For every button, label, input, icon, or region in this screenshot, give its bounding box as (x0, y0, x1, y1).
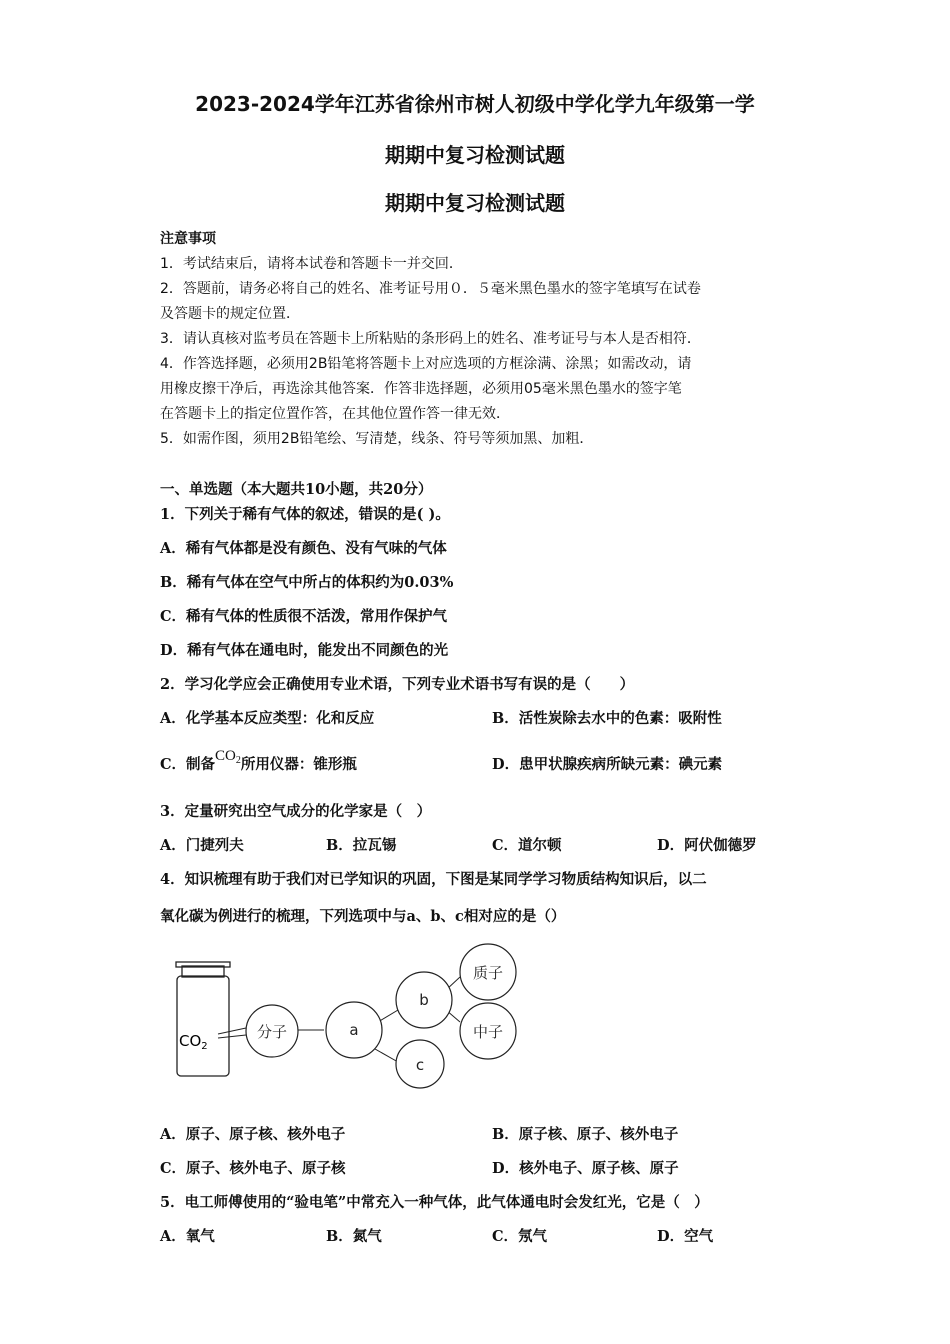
page-title-line3: 期期中复习检测试题 (385, 191, 565, 215)
notice-item: 及答题卡的规定位置． (160, 306, 300, 322)
question-3-option-b: B．拉瓦锡 (326, 837, 397, 854)
page-title-line2: 期期中复习检测试题 (385, 143, 565, 167)
question-2-option-c: C．制备$CO_2$所用仪器：锥形瓶 (160, 748, 357, 773)
bottle-body (177, 976, 229, 1076)
question-5-option-d: D．空气 (657, 1228, 714, 1245)
structure-diagram (170, 942, 530, 1092)
notice-item: 2．答题前，请务必将自己的姓名、准考证号用０．５毫米黑色墨水的签字笔填写在试卷 (160, 281, 701, 297)
notice-item: 4．作答选择题，必须用2B铅笔将答题卡上对应选项的方框涂满、涂黑；如需改动，请 (160, 356, 692, 372)
question-2-option-d: D．患甲状腺疾病所缺元素：碘元素 (492, 756, 723, 773)
bottle-label: $CO_2$ (179, 1032, 208, 1052)
notice-item: 在答题卡上的指定位置作答，在其他位置作答一律无效． (160, 406, 510, 422)
question-4-stem-line2: 氧化碳为例进行的梳理，下列选项中与a、b、c相对应的是（） (160, 908, 566, 925)
co2-formula: $CO_2$ (215, 748, 241, 766)
label-a: a (349, 1021, 359, 1039)
question-1-option-a: A．稀有气体都是没有颜色、没有气味的气体 (160, 540, 447, 557)
label-c: c (415, 1056, 425, 1074)
question-5-option-c: C．氖气 (492, 1228, 548, 1245)
question-1-stem: 1．下列关于稀有气体的叙述，错误的是( )。 (160, 506, 450, 523)
bottle-neck (182, 966, 224, 977)
question-2-option-a: A．化学基本反应类型：化和反应 (160, 710, 375, 727)
question-5-stem: 5．电工师傅使用的“验电笔”中常充入一种气体，此气体通电时会发红光，它是（ ） (160, 1194, 709, 1211)
label-b: b (419, 991, 429, 1009)
question-4-stem-line1: 4．知识梳理有助于我们对已学知识的巩固，下图是某同学学习物质结构知识后，以二 (160, 871, 707, 888)
question-5-option-b: B．氮气 (326, 1228, 382, 1245)
label-proton: 质子 (472, 964, 504, 982)
notice-item: 5．如需作图，须用2B铅笔绘、写清楚，线条、符号等须加黑、加粗． (160, 431, 594, 447)
section-heading: 一、单选题（本大题共10小题，共20分） (160, 481, 433, 498)
notice-item: 用橡皮擦干净后，再选涂其他答案．作答非选择题，必须用05毫米黑色墨水的签字笔 (160, 381, 682, 397)
question-2-stem: 2．学习化学应会正确使用专业术语，下列专业术语书写有误的是（ ） (160, 676, 635, 693)
notice-item: 3．请认真核对监考员在答题卡上所粘贴的条形码上的姓名、准考证号与本人是否相符． (160, 331, 701, 347)
question-3-option-d: D．阿伏伽德罗 (657, 837, 757, 854)
question-5-option-a: A．氧气 (160, 1228, 215, 1245)
question-2-option-b: B．活性炭除去水中的色素：吸附性 (492, 710, 722, 727)
question-4-option-d: D．核外电子、原子核、原子 (492, 1160, 679, 1177)
question-1-option-c: C．稀有气体的性质很不活泼，常用作保护气 (160, 608, 448, 625)
question-3-option-a: A．门捷列夫 (160, 837, 244, 854)
label-neutron: 中子 (472, 1023, 504, 1041)
question-4-option-a: A．原子、原子核、核外电子 (160, 1126, 346, 1143)
question-1-option-d: D．稀有气体在通电时，能发出不同颜色的光 (160, 642, 449, 659)
question-1-option-b: B．稀有气体在空气中所占的体积约为0.03% (160, 574, 454, 591)
question-3-stem: 3．定量研究出空气成分的化学家是（ ） (160, 803, 432, 820)
question-4-option-b: B．原子核、原子、核外电子 (492, 1126, 679, 1143)
question-3-option-c: C．道尔顿 (492, 837, 562, 854)
page-title-line1: 2023-2024学年江苏省徐州市树人初级中学化学九年级第一学 (195, 92, 755, 116)
label-molecule: 分子 (256, 1023, 288, 1041)
co2-bottle (176, 962, 230, 1076)
notice-heading: 注意事项 (160, 231, 216, 247)
notice-item: 1．考试结束后，请将本试卷和答题卡一并交回． (160, 256, 463, 272)
question-4-option-c: C．原子、核外电子、原子核 (160, 1160, 346, 1177)
